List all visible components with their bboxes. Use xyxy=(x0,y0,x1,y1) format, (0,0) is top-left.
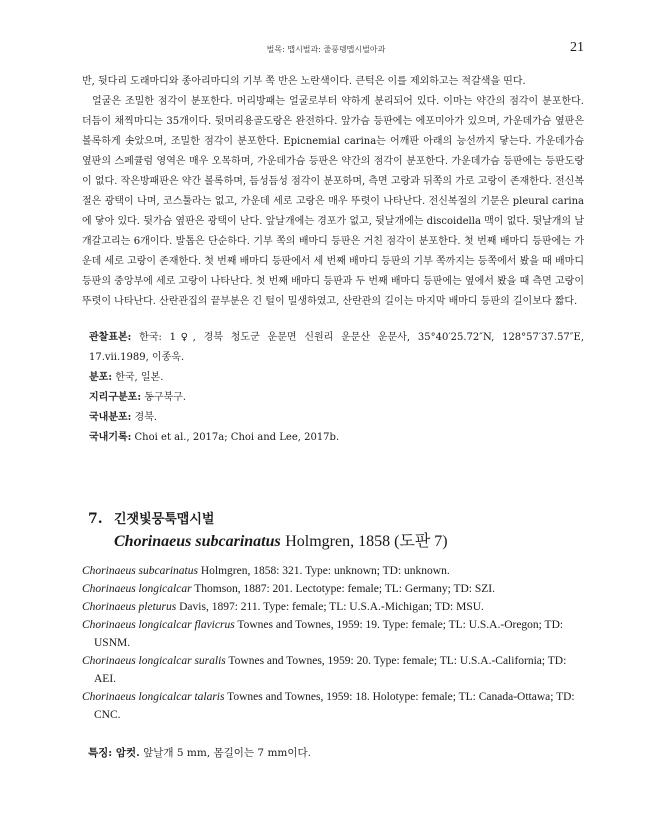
record-value: 동구북구. xyxy=(144,392,187,403)
description-body xyxy=(82,72,584,448)
synonym-entry: Chorinaeus longicalcar Thomson, 1887: 201. Lectotype: female; TL: Germany; TD: SZI. xyxy=(82,583,495,595)
page-number: 21 xyxy=(570,40,584,55)
record-value: 경북. xyxy=(134,412,158,423)
record-value: Choi et al., 2017a; Choi and Lee, 2017b. xyxy=(134,432,340,443)
record-specimens: 관찰표본: 한국: 1♀, 경북 청도군 운문면 신원리 운문산 운문사, 35°40′25.72″N, 128°57′37.57″E, 17.vii.1989, 이종욱. xyxy=(89,332,585,363)
feature-text: 앞날개 5 mm, 몸길이는 7 mm이다. xyxy=(143,747,311,759)
record-zoogeography: 지리구분포: 동구북구. xyxy=(89,392,187,403)
paragraph-continuation: 반, 뒷다리 도래마디와 종아리마디의 기부 쪽 반은 노란색이다. 큰턱은 이를 제외하고는 적갈색을 띤다. xyxy=(82,76,526,87)
record-label: 국내분포 xyxy=(89,412,128,423)
record-label: 관찰표본 xyxy=(89,332,128,343)
record-domestic-distribution: 국내분포: 경북. xyxy=(89,412,158,423)
synonym-name: Chorinaeus subcarinatus xyxy=(82,565,198,577)
species-number: 7. xyxy=(88,511,103,527)
record-label: 국내기록 xyxy=(89,432,128,443)
record-label: 분포 xyxy=(89,372,109,383)
synonym-name: Chorinaeus longicalcar talaris xyxy=(82,691,225,703)
paragraph-description: 얼굴은 조밀한 점각이 분포한다. 머리방패는 얼굴로부터 약하게 분리되어 있다. 이마는 약간의 점각이 분포한다. 더듬이 채찍마디는 35개이다. 뒷머리용골도랑은 완전하다. 앞가슴 등판에는 에포미아가 있으며, 가운데가슴 옆판은 볼록하게 솟았으며, 조밀한 점각이 분포한다. Epicnemial carina는 어깨판 아래의 능선까지 닿는다. 가운데가슴 옆판의 스페큘럼 영역은 매우 오목하며, 가운데가슴 등판은 약간의 점각이 분포한다. 가운데가슴 등판에는 등판도랑이 없다. 작은방패판은 약간 볼록하며, 듬성듬성 점각이 분포하며, 측면 고랑과 뒤쪽의 가로 고랑이 존재한다. 전신복절은 광택이 나며, 코스툴라는 없고, 가운데 세로 고랑은 매우 뚜렷이 나타난다. 전신복절의 기문은 pleural carina에 닿아 있다. 뒷가슴 옆판은 광택이 난다. 앞날개에는 경포가 없고, 뒷날개에는 discoidella 맥이 없다. 뒷날개의 날개갈고리는 6개이다. 발톱은 단순하다. 기부 쪽의 배마디 등판은 거친 점각이 분포한다. 첫 번째 배마디 등판에는 가운데 세로 고랑이 존재한다. 첫 번째 배마디 등판에서 세 번째 배마디 등판의 기부 쪽까지는 등쪽에서 봤을 때 배마디 등판의 중앙부에 세로 고랑이 나타난다. 첫 번째 배마디 등판과 두 번째 배마디 등판에는 옆에서 봤을 때 측면 고랑이 뚜렷이 나타난다. 산란관집의 끝부분은 긴 털이 밀생하였고, 산란관의 길이는 마지막 배마디 등판의 길이보다 짧다. xyxy=(82,96,584,307)
species-scientific-name: Chorinaeus subcarinatus xyxy=(114,533,281,550)
feature-section: 특징: 암컷. 앞날개 5 mm, 몸길이는 7 mm이다. xyxy=(88,747,311,759)
synonym-name: Chorinaeus longicalcar flavicrus xyxy=(82,619,235,631)
synonym-entry: Chorinaeus longicalcar talaris Townes and Townes, 1959: 18. Holotype: female; TL: Canada-Ottawa; TD: CNC. xyxy=(82,691,575,721)
record-value: 한국: 1♀, 경북 청도군 운문면 신원리 운문산 운문사, 35°40′25.72″N, 128°57′37.57″E, 17.vii.1989, 이종욱. xyxy=(89,332,585,363)
feature-sex-label: 암컷 xyxy=(115,747,137,759)
synonym-entry: Chorinaeus longicalcar suralis Townes and Townes, 1959: 20. Type: female; TL: U.S.A.-California; TD: AEI. xyxy=(82,655,567,685)
record-label: 지리구분포 xyxy=(89,392,138,403)
record-domestic-records: 국내기록: Choi et al., 2017a; Choi and Lee, 2017b. xyxy=(89,432,340,443)
synonym-name: Chorinaeus pleturus xyxy=(82,601,177,613)
record-value: 한국, 일본. xyxy=(115,372,164,383)
synonym-name: Chorinaeus longicalcar xyxy=(82,583,192,595)
record-distribution: 분포: 한국, 일본. xyxy=(89,372,164,383)
synonym-list xyxy=(82,562,584,724)
synonym-entry: Chorinaeus pleturus Davis, 1897: 211. Type: female; TL: U.S.A.-Michigan; TD: MSU. xyxy=(82,601,484,613)
synonym-entry: Chorinaeus subcarinatus Holmgren, 1858: 321. Type: unknown; TD: unknown. xyxy=(82,565,450,577)
running-header: 벌목: 맵시벌과: 줄풍뎅맵시벌아과 xyxy=(266,45,386,54)
synonym-entry: Chorinaeus longicalcar flavicrus Townes and Townes, 1959: 19. Type: female; TL: U.S.A.-Oregon; TD: USNM. xyxy=(82,619,564,649)
species-korean-name: 긴잿빛뭉툭맵시벌 xyxy=(114,512,215,527)
feature-label: 특징 xyxy=(88,747,109,759)
species-authority: Holmgren, 1858 (도판 7) xyxy=(285,533,448,550)
synonym-name: Chorinaeus longicalcar suralis xyxy=(82,655,226,667)
species-heading xyxy=(88,508,588,553)
